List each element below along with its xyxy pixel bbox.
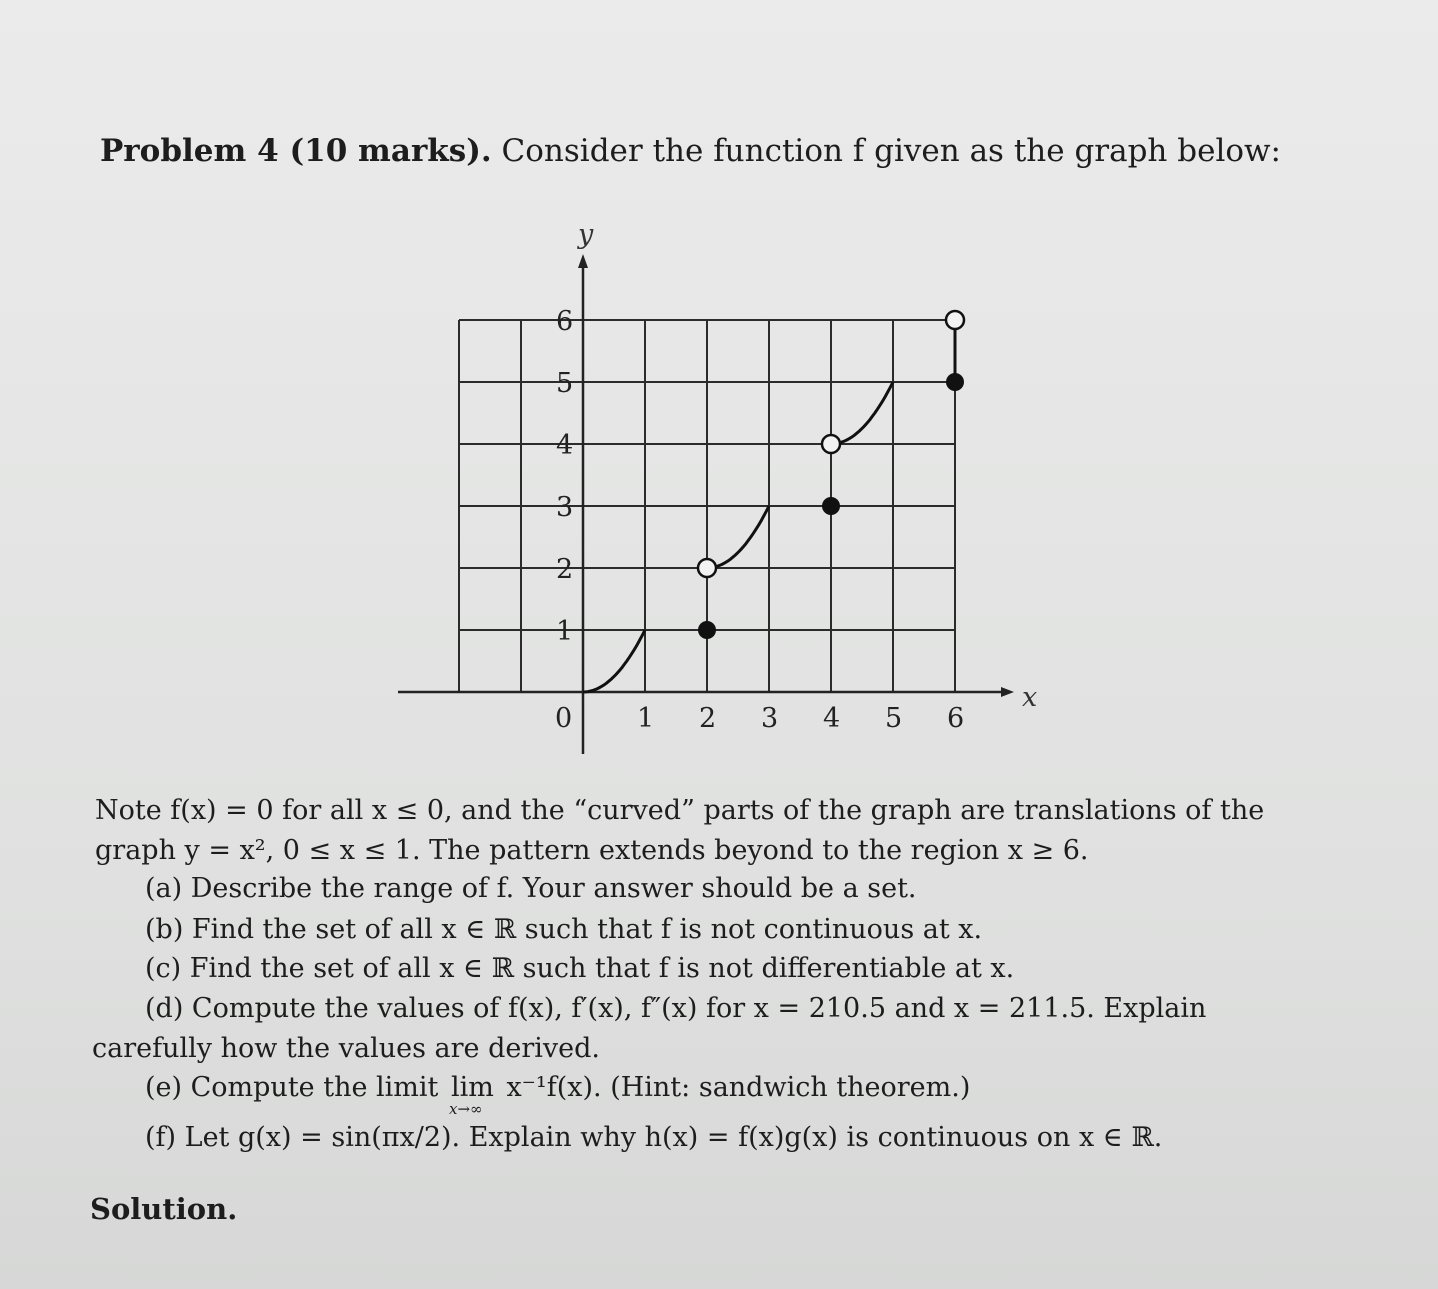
curve-segment <box>831 382 893 444</box>
limit-subscript: x→∞ <box>448 1100 483 1118</box>
x-tick-label: 1 <box>637 703 655 734</box>
note-line-2: graph y = x², 0 ≤ x ≤ 1. The pattern extends beyond to the region x ≥ 6. <box>95 835 1089 866</box>
open-point <box>698 559 716 577</box>
x-axis-label: x <box>1022 682 1038 713</box>
open-point <box>822 435 840 453</box>
x-axis-arrow <box>1001 687 1014 697</box>
filled-point <box>698 621 716 639</box>
y-axis-label: y <box>578 219 594 250</box>
limit-lim: lim <box>450 1072 494 1103</box>
y-axis-arrow <box>578 254 588 268</box>
x-tick-label: 5 <box>885 703 903 734</box>
solution-label: Solution. <box>90 1192 238 1226</box>
part-d-line-1: (d) Compute the values of f(x), f′(x), f″(x) for x = 210.5 and x = 211.5. Explain <box>145 993 1207 1024</box>
curve-segment <box>583 630 645 692</box>
y-tick-label: 1 <box>556 616 574 647</box>
filled-point <box>946 373 964 391</box>
part-d-line-2: carefully how the values are derived. <box>92 1033 600 1064</box>
y-tick-label: 2 <box>556 554 574 585</box>
open-point <box>946 311 964 329</box>
x-tick-label: 3 <box>761 703 779 734</box>
y-tick-label: 4 <box>556 430 574 461</box>
filled-point <box>822 497 840 515</box>
x-tick-label: 0 <box>555 703 573 734</box>
part-e-rest: x⁻¹f(x). (Hint: sandwich theorem.) <box>506 1072 971 1103</box>
part-b: (b) Find the set of all x ∈ ℝ such that f is not continuous at x. <box>145 914 983 945</box>
part-e-text: (e) Compute the limit <box>145 1072 439 1103</box>
problem-intro: Consider the function f given as the graph below: <box>501 133 1281 169</box>
part-c: (c) Find the set of all x ∈ ℝ such that f is not differentiable at x. <box>145 953 1015 984</box>
problem-label: Problem 4 (10 marks). <box>100 133 492 169</box>
y-tick-label: 3 <box>556 492 574 523</box>
curve-segment <box>707 506 769 568</box>
y-tick-label: 6 <box>556 306 574 337</box>
part-e <box>145 1072 971 1118</box>
y-tick-label: 5 <box>556 368 574 399</box>
part-a: (a) Describe the range of f. Your answer should be a set. <box>145 873 917 904</box>
note-line-1: Note f(x) = 0 for all x ≤ 0, and the “curved” parts of the graph are translations of the <box>95 795 1265 826</box>
x-tick-label: 4 <box>823 703 841 734</box>
x-tick-label: 2 <box>699 703 717 734</box>
limit-operator <box>448 1072 494 1118</box>
part-f: (f) Let g(x) = sin(πx/2). Explain why h(x) = f(x)g(x) is continuous on x ∈ ℝ. <box>145 1122 1163 1153</box>
x-tick-label: 6 <box>947 703 965 734</box>
